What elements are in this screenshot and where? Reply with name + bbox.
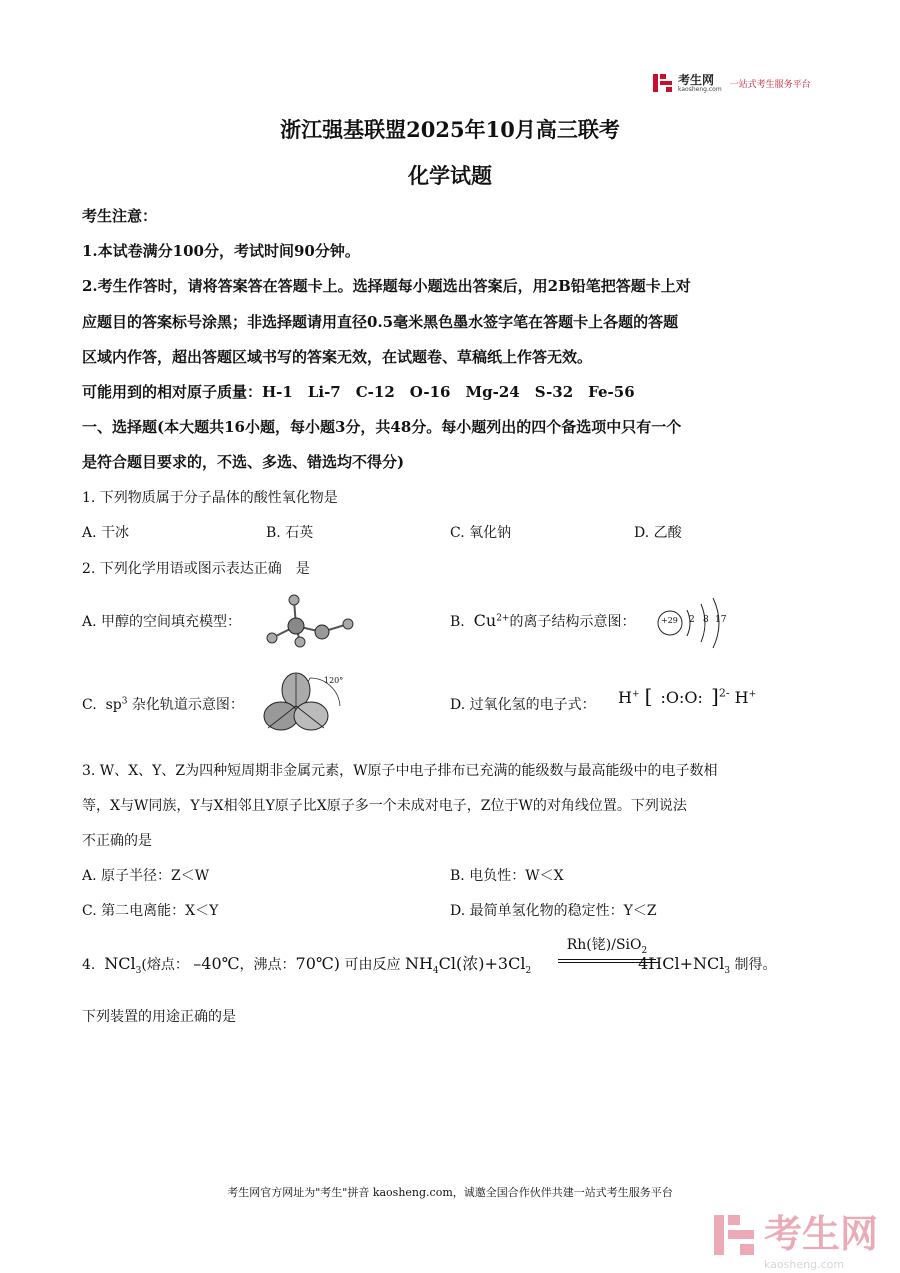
reaction-condition: Rh(铑)/SiO$_2$ <box>566 937 648 956</box>
nucleus-label: +29 <box>661 616 678 625</box>
q1-option-b: B. 石英 <box>266 525 314 541</box>
q3-stem-line-3: 不正确的是 <box>82 833 152 849</box>
q3-option-b: B. 电负性：W＜X <box>450 868 564 884</box>
bond-angle-label: 120° <box>324 676 344 685</box>
watermark <box>712 1203 878 1271</box>
logo-name: 考生网 <box>678 72 715 87</box>
notice-item-2-line-1: 2.考生作答时，请将答案答在答题卡上。选择题每小题选出答案后，用2B铅笔把答题卡上对 <box>82 277 691 295</box>
watermark-logo-icon <box>712 1213 758 1261</box>
shell-2-count: 8 <box>703 615 709 625</box>
shell-1-count: 2 <box>689 615 695 625</box>
watermark-text: 考生网 <box>764 1212 879 1256</box>
q3-stem-line-2: 等，X与W同族，Y与X相邻且Y原子比X原子多一个未成对电子，Z位于W的对角线位置。下列说法 <box>82 798 687 814</box>
atomic-masses: 可能用到的相对原子质量：H-1 Li-7 C-12 O-16 Mg-24 S-32 Fe-56 <box>82 383 635 401</box>
shell-3-count: 17 <box>715 615 727 625</box>
logo-slogan: 一站式考生服务平台 <box>729 79 811 90</box>
notice-item-2-line-3: 区域内作答，超出答题区域书写的答案无效，在试题卷、草稿纸上作答无效。 <box>82 348 593 366</box>
logo-icon <box>652 73 674 93</box>
brand-logo <box>652 73 811 93</box>
q3-option-a: A. 原子半径：Z＜W <box>82 868 210 884</box>
q1-option-a: A. 干冰 <box>82 525 130 541</box>
notice-item-2-line-2: 应题目的答案标号涂黑；非选择题请用直径0.5毫米黑色墨水签字笔在答题卡上各题的答题 <box>82 313 679 331</box>
notice-heading: 考生注意： <box>82 207 158 225</box>
q4-stem: 4. NCl$_3$(熔点： –40℃，沸点：70℃) 可由反应 $NH_4Cl$(浓)$+3Cl_2$ 4HCl+NCl$_3$ 制得。 <box>82 954 777 976</box>
q2-option-a: A. 甲醇的空间填充模型： <box>82 614 242 630</box>
section-1-line-1: 一、选择题(本大题共16小题，每小题3分，共48分。每小题列出的四个备选项中只有一个 <box>82 418 682 436</box>
h2o2-electron-formula: H+ [ :O:O: ]$^{2-}$ H+ <box>618 684 757 708</box>
watermark-url: kaosheng.com <box>764 1258 845 1271</box>
footer-text: 考生网官方网址为"考生"拼音 kaosheng.com，诚邀全国合作伙伴共建一站式考生服务平台 <box>227 1186 673 1199</box>
q2-option-b: B. $Cu^{2+}$的离子结构示意图： <box>450 611 636 630</box>
reaction-equals-sign <box>558 959 656 963</box>
q2-option-d: D. 过氧化氢的电子式： <box>450 697 596 713</box>
q3-option-c: C. 第二电离能：X＜Y <box>82 903 219 919</box>
q3-stem-line-1: 3. W、X、Y、Z为四种短周期非金属元素，W原子中电子排布已充满的能级数与最高能级中的电子数相 <box>82 763 718 779</box>
q2-option-c: C. $sp^3$ 杂化轨道示意图： <box>82 696 244 713</box>
q2-stem: 2. 下列化学用语或图示表达正确 是 <box>82 561 310 577</box>
methanol-model-figure <box>262 592 358 652</box>
page-subtitle: 化学试题 <box>408 163 492 188</box>
page-title: 浙江强基联盟2025年10月高三联考 <box>280 117 620 142</box>
q1-stem: 1. 下列物质属于分子晶体的酸性氧化物是 <box>82 490 338 506</box>
q1-option-d: D. 乙酸 <box>634 525 682 541</box>
section-1-line-2: 是符合题目要求的，不选、多选、错选均不得分) <box>82 453 405 471</box>
q4-question: 下列装置的用途正确的是 <box>82 1009 236 1025</box>
logo-url: kaosheng.com <box>678 85 722 93</box>
q1-option-c: C. 氧化钠 <box>450 525 512 541</box>
q3-option-d: D. 最简单氢化物的稳定性：Y＜Z <box>450 903 657 919</box>
notice-item-1: 1.本试卷满分100分，考试时间90分钟。 <box>82 242 360 260</box>
